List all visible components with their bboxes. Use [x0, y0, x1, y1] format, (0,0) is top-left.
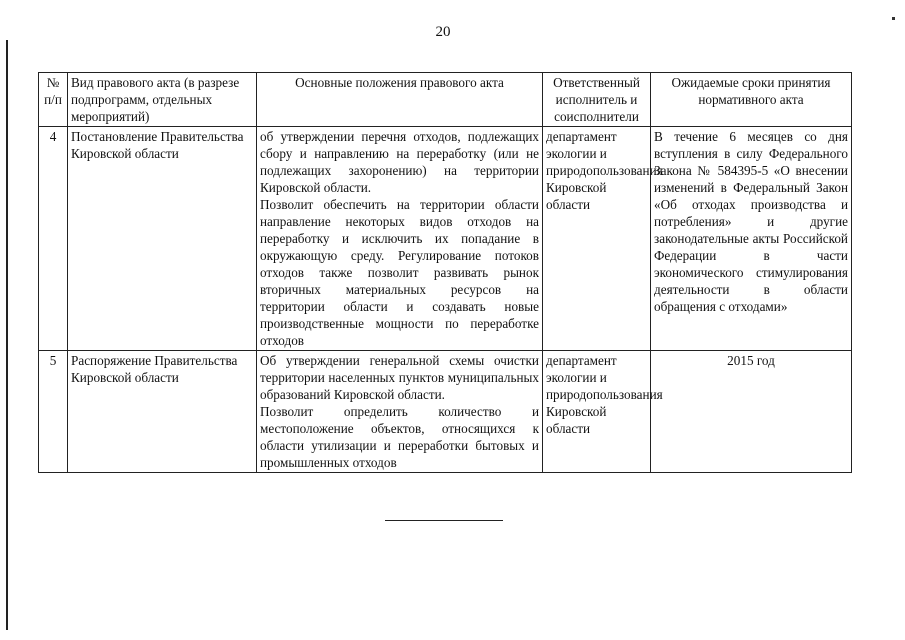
header-num: № п/п — [39, 73, 68, 127]
act-type: Постановление Правительства Кировской области — [68, 127, 257, 351]
provisions-text: об утверждении перечня отходов, подлежащих сбору и направлению на переработку (или не подлежащих захоронению) на территории Кировской области. — [260, 129, 539, 195]
table-header-row — [39, 73, 852, 127]
header-provisions: Основные положения правового акта — [257, 73, 543, 127]
end-rule — [385, 520, 503, 521]
act-provisions — [257, 127, 543, 351]
page-left-border — [6, 40, 8, 630]
table-row — [39, 351, 852, 473]
act-executor: департамент экологии и природопользования Кировской области — [543, 127, 651, 351]
row-number: 5 — [39, 351, 68, 473]
act-deadline: 2015 год — [651, 351, 852, 473]
act-provisions — [257, 351, 543, 473]
provisions-effect: Позволит определить количество и местоположение объектов, относящихся к области утилизации и переработки бытовых и промышленных отходов — [260, 404, 539, 470]
scan-speck — [892, 17, 895, 20]
provisions-effect: Позволит обеспечить на территории области направление некоторых видов отходов на переработку и исключить их попадание в окружающую среду. Регулирование потоков отходов также позволит развивать рынок вторичных материальных ресурсов на территории области и создавать новые производственные мощности по переработке отходов — [260, 197, 539, 348]
act-type: Распоряжение Правительства Кировской области — [68, 351, 257, 473]
act-deadline: В течение 6 месяцев со дня вступления в силу Федерального Закона № 584395-5 «О внесении изменений в Федеральный Закон «Об отходах производства и потребления» и другие законодательные акты Российской Федерации в части экономического стимулирования деятельности в области обращения с отходами» — [651, 127, 852, 351]
header-act-type: Вид правового акта (в разрезе подпрограмм, отдельных мероприятий) — [68, 73, 257, 127]
header-executor: Ответственный исполнитель и соисполнители — [543, 73, 651, 127]
row-number: 4 — [39, 127, 68, 351]
act-executor: департамент экологии и природопользования Кировской области — [543, 351, 651, 473]
table-row — [39, 127, 852, 351]
header-deadline: Ожидаемые сроки принятия нормативного акта — [651, 73, 852, 127]
legal-acts-table — [38, 72, 852, 473]
provisions-text: Об утверждении генеральной схемы очистки территории населенных пунктов муниципальных образований Кировской области. — [260, 353, 539, 402]
page-number: 20 — [435, 24, 451, 40]
